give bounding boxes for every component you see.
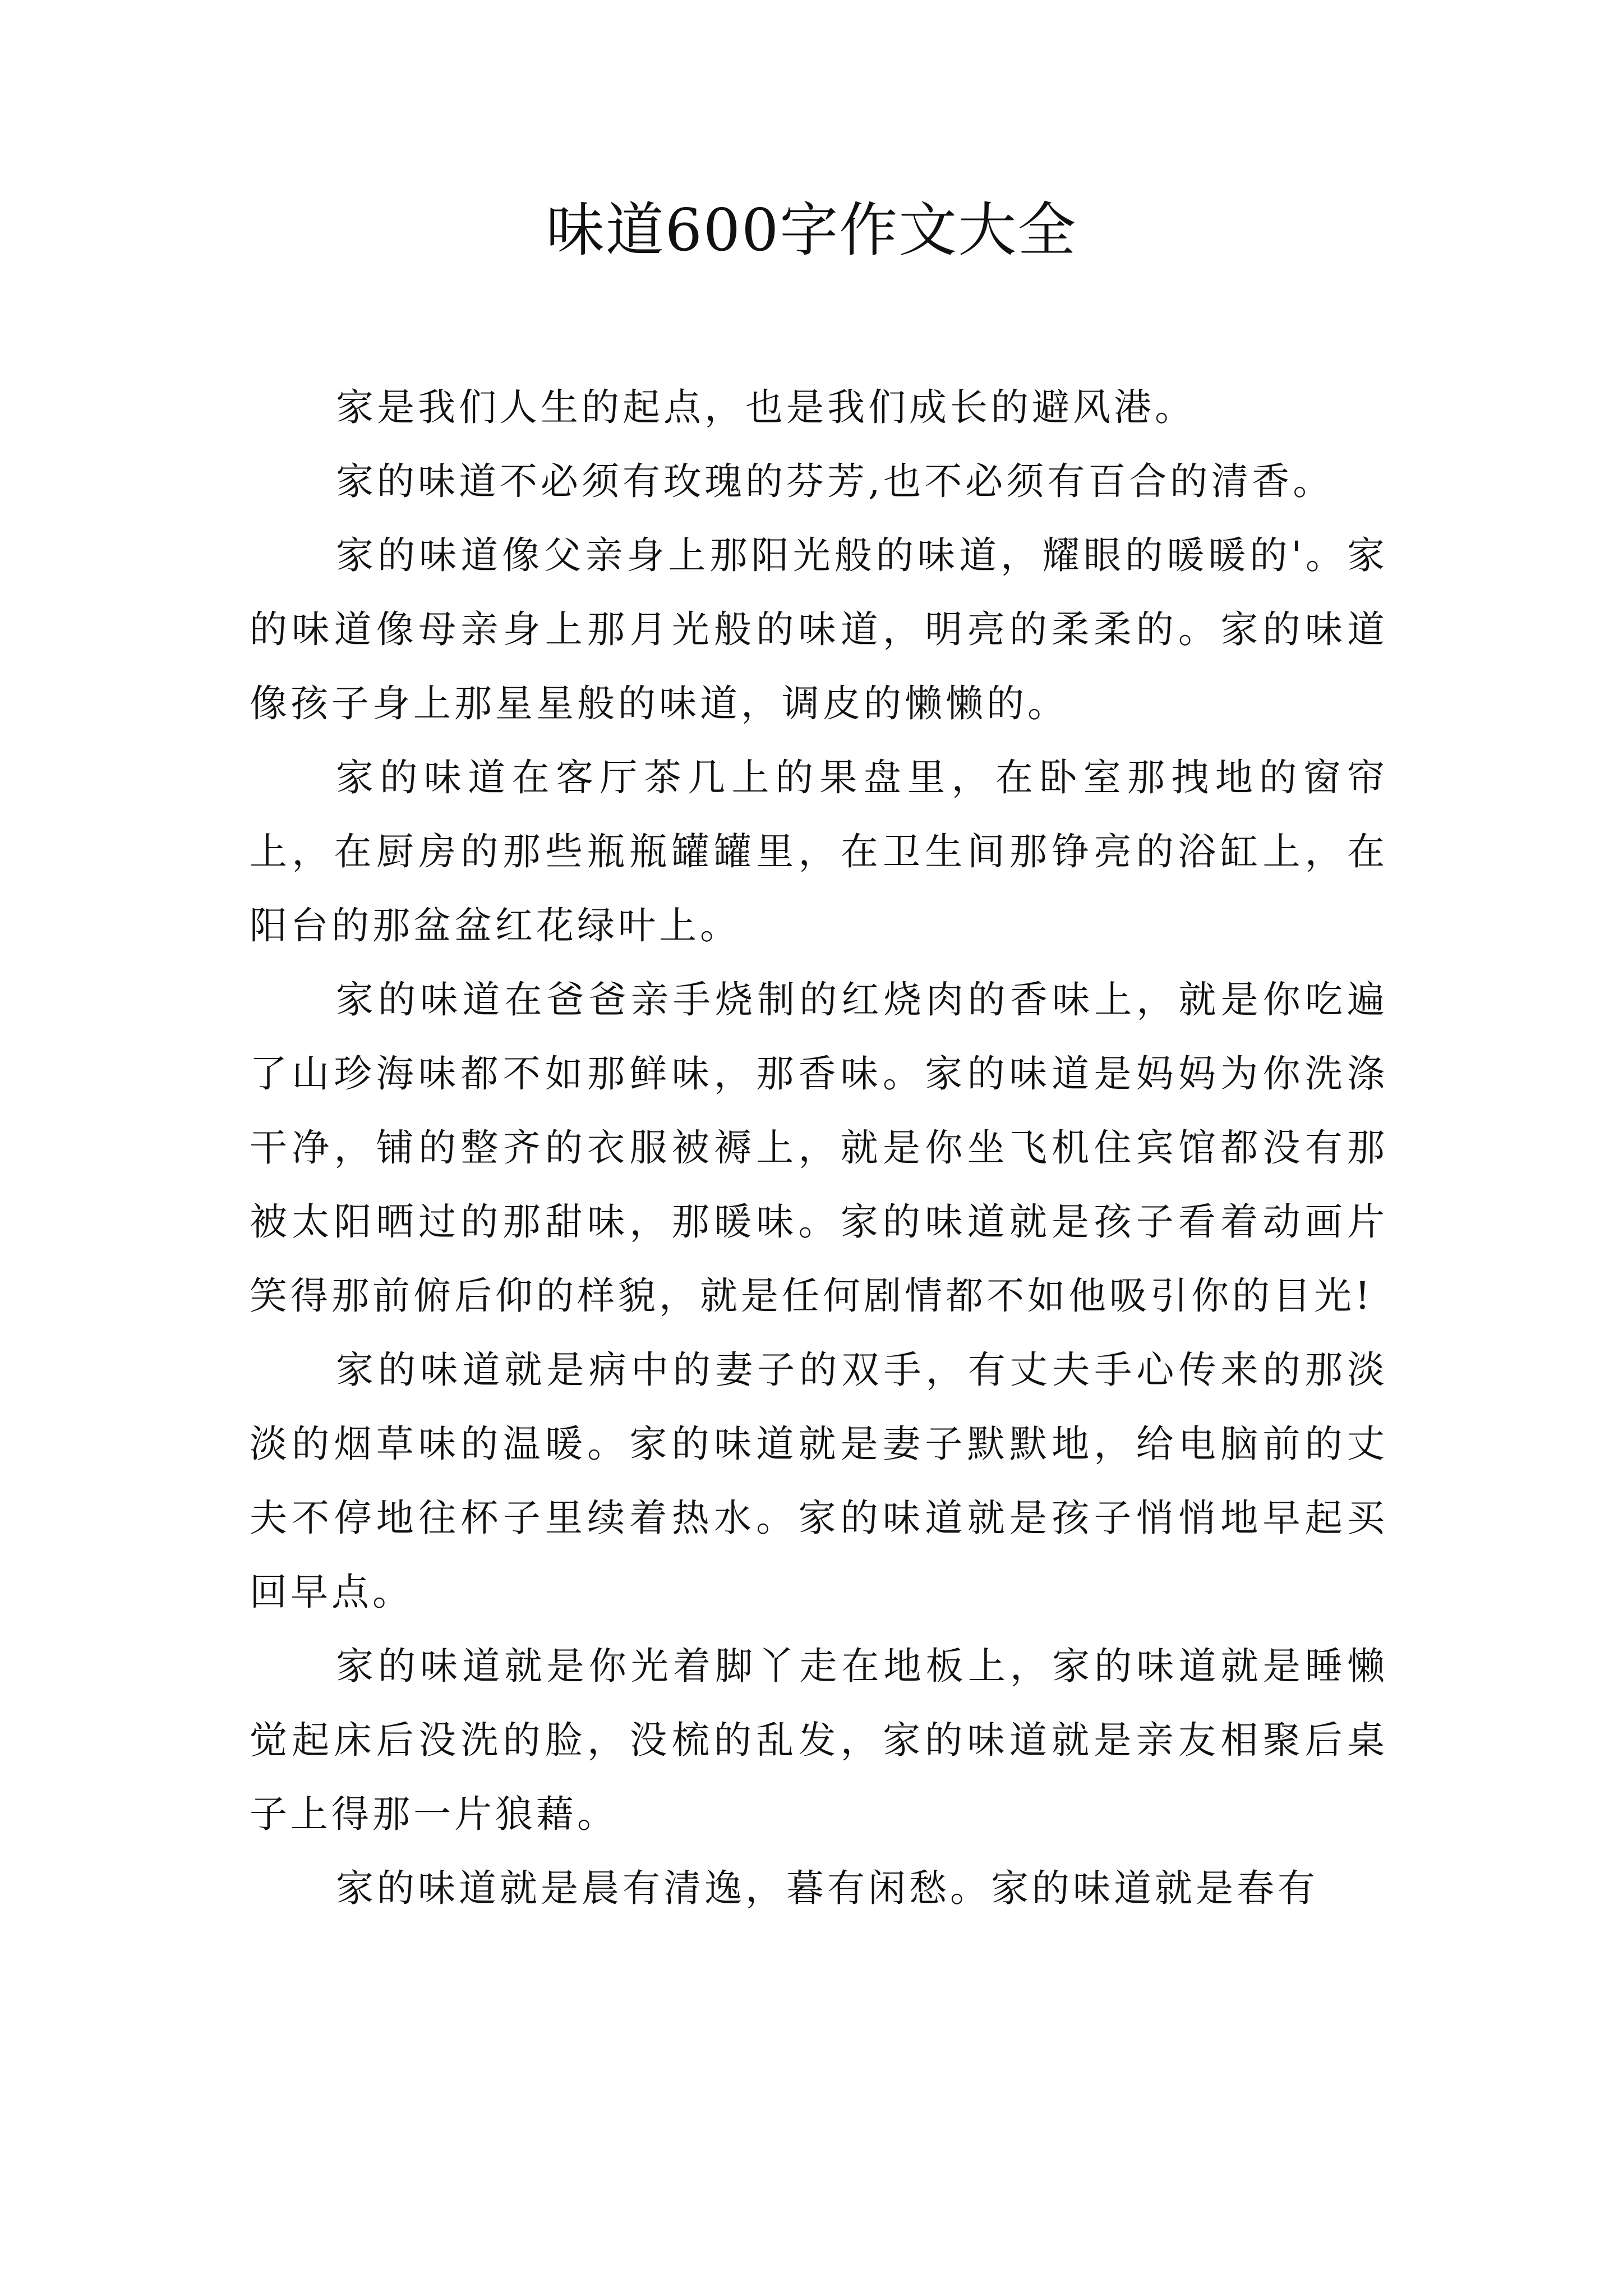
paragraph: 家的味道就是晨有清逸，暮有闲愁。家的味道就是春有 [336,1866,1318,1910]
document-title: 味道600字作文大全 [546,196,1077,264]
document-body [250,370,1388,1925]
paragraph: 家的味道不必须有玫瑰的芬芳,也不必须有百合的清香。 [336,459,1334,503]
paragraph: 家的味道在客厅茶几上的果盘里，在卧室那拽地的窗帘上，在厨房的那些瓶瓶罐罐里，在卫生间那铮亮的浴缸上，在阳台的那盆盆红花绿叶上。 [250,756,1388,947]
paragraph: 家的味道像父亲身上那阳光般的味道，耀眼的暖暖的'。家的味道像母亲身上那月光般的味道，明亮的柔柔的。家的味道像孩子身上那星星般的味道，调皮的懒懒的。 [250,533,1388,725]
paragraph: 家的味道就是你光着脚丫走在地板上，家的味道就是睡懒觉起床后没洗的脸，没梳的乱发，家的味道就是亲友相聚后桌子上得那一片狼藉。 [250,1644,1388,1836]
paragraph: 家的味道在爸爸亲手烧制的红烧肉的香味上，就是你吃遍了山珍海味都不如那鲜味，那香味。家的味道是妈妈为你洗涤干净，铺的整齐的衣服被褥上，就是你坐飞机住宾馆都没有那被太阳晒过的那甜味，那暖味。家的味道就是孩子看着动画片笑得那前俯后仰的样貌，就是任何剧情都不如他吸引你的目光! [250,978,1388,1318]
paragraph: 家的味道就是病中的妻子的双手，有丈夫手心传来的那淡淡的烟草味的温暖。家的味道就是妻子默默地，给电脑前的丈夫不停地往杯子里续着热水。家的味道就是孩子悄悄地早起买回早点。 [250,1348,1388,1614]
paragraph: 家是我们人生的起点，也是我们成长的避风港。 [336,385,1196,429]
